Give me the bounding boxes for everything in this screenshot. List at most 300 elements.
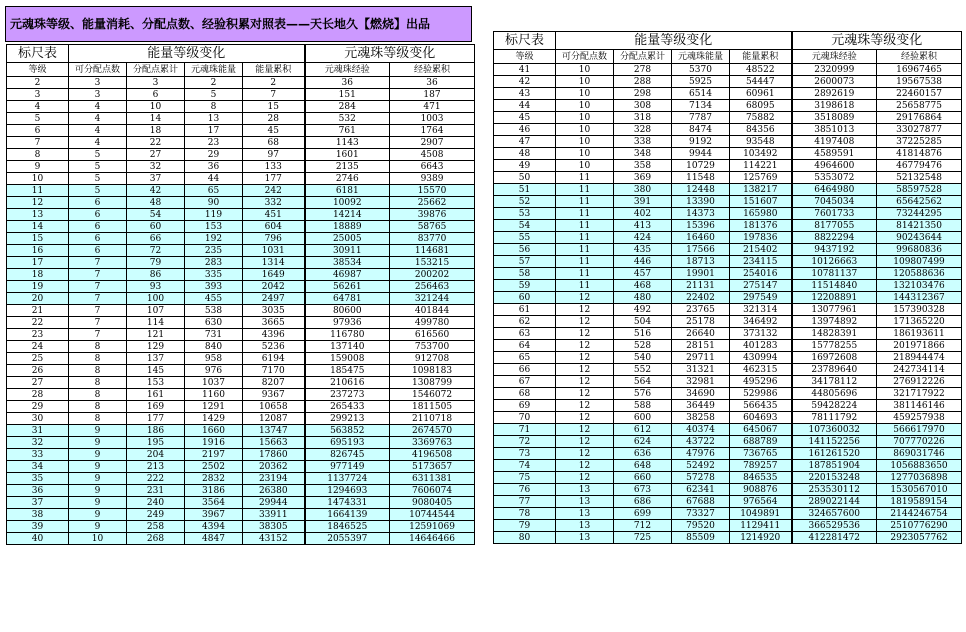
table-cell: 15778255 [792,340,877,352]
table-row [494,100,962,112]
table-row [7,353,475,365]
table-cell: 144312367 [877,292,962,304]
table-cell: 59428224 [792,400,877,412]
table-cell: 64781 [305,293,390,305]
table-cell: 298 [614,88,672,100]
table-cell: 109807499 [877,256,962,268]
table-cell: 12 [556,412,614,424]
table-cell: 12 [556,400,614,412]
table-cell: 761 [305,125,390,137]
table-cell: 78111792 [792,412,877,424]
table-cell: 141152256 [792,436,877,448]
table-cell: 70 [494,412,556,424]
table-cell: 10 [127,101,185,113]
table-row [494,76,962,88]
table-cell: 47976 [672,448,730,460]
table-row [7,149,475,161]
table-cell: 30 [7,413,69,425]
table-cell: 50 [494,172,556,184]
table-cell: 1314 [243,257,305,269]
table-cell: 61 [494,304,556,316]
table-cell: 58597528 [877,184,962,196]
table-cell: 22 [127,137,185,149]
table-cell: 103492 [730,148,792,160]
table-cell: 14373 [672,208,730,220]
table-cell: 32981 [672,376,730,388]
table-row [7,377,475,389]
table-cell: 43 [494,88,556,100]
table-cell: 97 [243,149,305,161]
table-row [494,328,962,340]
table-cell: 1811505 [390,401,475,413]
table-cell: 3 [127,77,185,89]
right-table [493,31,962,544]
table-cell: 65 [185,185,243,197]
table-cell: 222 [127,473,185,485]
table-cell: 151 [305,89,390,101]
col-exp-total: 经验累积 [877,50,962,64]
table-cell: 119 [185,209,243,221]
table-cell: 289022144 [792,496,877,508]
table-cell: 234115 [730,256,792,268]
table-cell: 2 [185,77,243,89]
table-cell: 2600073 [792,76,877,88]
table-cell: 231 [127,485,185,497]
table-cell: 11 [556,184,614,196]
table-cell: 62 [494,316,556,328]
table-cell: 2502 [185,461,243,473]
table-cell: 8 [69,389,127,401]
table-cell: 4 [69,125,127,137]
table-row [7,245,475,257]
table-cell: 9 [69,425,127,437]
table-row [494,400,962,412]
table-row [7,317,475,329]
table-cell: 1031 [243,245,305,257]
table-cell: 332 [243,197,305,209]
table-cell: 64 [494,340,556,352]
table-cell: 32 [127,161,185,173]
table-cell: 1143 [305,137,390,149]
table-row [7,461,475,473]
table-cell: 57278 [672,472,730,484]
table-cell: 6 [7,125,69,137]
table-cell: 11 [7,185,69,197]
table-cell: 977149 [305,461,390,473]
table-cell: 538 [185,305,243,317]
table-cell: 9 [69,509,127,521]
table-cell: 2 [243,77,305,89]
table-cell: 6464980 [792,184,877,196]
table-cell: 58765 [390,221,475,233]
table-cell: 79 [494,520,556,532]
table-cell: 1601 [305,149,390,161]
table-row [494,244,962,256]
table-cell: 93548 [730,136,792,148]
table-cell: 3851013 [792,124,877,136]
table-cell: 459257938 [877,412,962,424]
table-cell: 58 [494,268,556,280]
table-cell: 129 [127,341,185,353]
table-row [494,412,962,424]
table-cell: 23789640 [792,364,877,376]
ruler-header: 标尺表 [7,45,69,63]
table-cell: 5353072 [792,172,877,184]
table-row [494,304,962,316]
table-cell: 1649 [243,269,305,281]
table-cell: 753700 [390,341,475,353]
table-cell: 2510776290 [877,520,962,532]
table-cell: 186193611 [877,328,962,340]
table-cell: 9 [7,161,69,173]
table-cell: 54447 [730,76,792,88]
table-cell: 107 [127,305,185,317]
table-cell: 10126663 [792,256,877,268]
table-cell: 97936 [305,317,390,329]
table-cell: 346492 [730,316,792,328]
left-table [6,44,475,545]
table-cell: 65 [494,352,556,364]
table-cell: 99680836 [877,244,962,256]
table-cell: 1308799 [390,377,475,389]
table-cell: 169 [127,401,185,413]
table-row [7,305,475,317]
table-cell: 435 [614,244,672,256]
table-cell: 5236 [243,341,305,353]
table-cell: 38534 [305,257,390,269]
table-cell: 462315 [730,364,792,376]
table-cell: 63 [494,328,556,340]
table-cell: 725 [614,532,672,544]
table-cell: 28151 [672,340,730,352]
table-cell: 12 [556,460,614,472]
table-row [494,364,962,376]
table-row [494,496,962,508]
table-cell: 56261 [305,281,390,293]
table-cell: 5 [7,113,69,125]
table-row [7,269,475,281]
table-cell: 26640 [672,328,730,340]
table-cell: 201971866 [877,340,962,352]
table-cell: 1530567010 [877,484,962,496]
table-row [7,437,475,449]
table-cell: 6 [69,197,127,209]
table-cell: 348 [614,148,672,160]
table-row [494,184,962,196]
table-cell: 14214 [305,209,390,221]
table-cell: 492 [614,304,672,316]
table-cell: 73244295 [877,208,962,220]
table-cell: 391 [614,196,672,208]
table-cell: 612 [614,424,672,436]
table-cell: 79520 [672,520,730,532]
table-cell: 455 [185,293,243,305]
table-cell: 218944474 [877,352,962,364]
table-row [494,460,962,472]
table-cell: 157390328 [877,304,962,316]
table-cell: 4508 [390,149,475,161]
table-row [494,256,962,268]
table-cell: 265433 [305,401,390,413]
table-cell: 308 [614,100,672,112]
table-cell: 9944 [672,148,730,160]
table-cell: 4 [7,101,69,113]
table-cell: 10 [556,64,614,76]
table-cell: 8822294 [792,232,877,244]
table-cell: 76 [494,484,556,496]
table-cell: 75 [494,472,556,484]
table-cell: 29 [7,401,69,413]
table-cell: 177 [243,173,305,185]
table-cell: 240 [127,497,185,509]
table-cell: 120588636 [877,268,962,280]
col-points: 可分配点数 [556,50,614,64]
table-row [494,436,962,448]
table-cell: 7 [69,305,127,317]
table-cell: 36 [305,77,390,89]
table-cell: 4 [69,137,127,149]
table-title: 元魂珠等级、能量消耗、分配点数、经验积累对照表——天长地久【燃烧】出品 [5,6,472,42]
table-cell: 12 [556,316,614,328]
table-cell: 9389 [390,173,475,185]
table-row [7,197,475,209]
table-cell: 17 [7,257,69,269]
table-cell: 3 [69,77,127,89]
table-cell: 12 [556,376,614,388]
table-cell: 187 [390,89,475,101]
table-cell: 17 [185,125,243,137]
table-cell: 9192 [672,136,730,148]
table-cell: 71 [494,424,556,436]
table-cell: 9 [69,473,127,485]
table-cell: 12 [556,472,614,484]
table-cell: 14 [7,221,69,233]
table-cell: 468 [614,280,672,292]
table-cell: 11 [556,208,614,220]
table-cell: 12 [556,436,614,448]
table-cell: 12 [556,364,614,376]
table-cell: 10729 [672,160,730,172]
table-cell: 44805696 [792,388,877,400]
table-cell: 2832 [185,473,243,485]
table-cell: 8 [69,401,127,413]
table-cell: 6 [69,209,127,221]
table-row [7,389,475,401]
table-cell: 38305 [243,521,305,533]
table-cell: 4394 [185,521,243,533]
table-cell: 840 [185,341,243,353]
table-cell: 34 [7,461,69,473]
table-cell: 242734114 [877,364,962,376]
table-cell: 13 [556,496,614,508]
table-cell: 7 [69,257,127,269]
table-cell: 563852 [305,425,390,437]
table-cell: 235 [185,245,243,257]
table-cell: 457 [614,268,672,280]
table-cell: 49 [494,160,556,172]
table-cell: 645067 [730,424,792,436]
table-row [494,316,962,328]
table-cell: 1277036898 [877,472,962,484]
table-cell: 499780 [390,317,475,329]
table-cell: 153 [127,377,185,389]
table-cell: 48522 [730,64,792,76]
table-cell: 41814876 [877,148,962,160]
table-cell: 54 [127,209,185,221]
table-cell: 25005 [305,233,390,245]
table-cell: 125769 [730,172,792,184]
table-cell: 25662 [390,197,475,209]
table-cell: 1129411 [730,520,792,532]
table-cell: 137 [127,353,185,365]
col-level: 等级 [7,63,69,77]
table-cell: 5173657 [390,461,475,473]
table-cell: 153215 [390,257,475,269]
table-cell: 13 [556,508,614,520]
table-cell: 41 [494,64,556,76]
table-cell: 13 [556,532,614,544]
table-cell: 159008 [305,353,390,365]
table-cell: 16967465 [877,64,962,76]
table-cell: 4 [69,113,127,125]
table-cell: 177 [127,413,185,425]
table-cell: 20 [7,293,69,305]
table-row [494,220,962,232]
table-cell: 13 [185,113,243,125]
table-cell: 7045034 [792,196,877,208]
table-cell: 908876 [730,484,792,496]
col-exp-total: 经验累积 [390,63,475,77]
table-cell: 7 [243,89,305,101]
table-cell: 237273 [305,389,390,401]
table-cell: 2674570 [390,425,475,437]
table-cell: 23 [7,329,69,341]
table-row [7,233,475,245]
table-cell: 18713 [672,256,730,268]
table-cell: 48 [494,148,556,160]
table-cell: 26380 [243,485,305,497]
table-row [7,473,475,485]
table-cell: 4196508 [390,449,475,461]
table-cell: 12 [556,292,614,304]
table-cell: 12208891 [792,292,877,304]
table-cell: 3967 [185,509,243,521]
table-cell: 6181 [305,185,390,197]
table-row [494,232,962,244]
table-cell: 249 [127,509,185,521]
table-cell: 9 [69,485,127,497]
table-cell: 6 [127,89,185,101]
table-cell: 57 [494,256,556,268]
table-cell: 37 [7,497,69,509]
table-cell: 731 [185,329,243,341]
table-cell: 200202 [390,269,475,281]
table-cell: 5 [69,149,127,161]
table-cell: 451 [243,209,305,221]
col-points-total: 分配点累计 [127,63,185,77]
table-row [7,365,475,377]
table-cell: 3518089 [792,112,877,124]
table-cell: 13 [556,520,614,532]
table-cell: 215402 [730,244,792,256]
table-row [7,257,475,269]
table-cell: 40374 [672,424,730,436]
table-cell: 133 [243,161,305,173]
table-row [494,352,962,364]
table-cell: 132103476 [877,280,962,292]
table-cell: 22402 [672,292,730,304]
table-cell: 673 [614,484,672,496]
table-cell: 19901 [672,268,730,280]
table-cell: 321717922 [877,388,962,400]
table-cell: 100 [127,293,185,305]
table-cell: 204 [127,449,185,461]
table-cell: 366529536 [792,520,877,532]
table-cell: 116780 [305,329,390,341]
table-cell: 2197 [185,449,243,461]
table-cell: 14828391 [792,328,877,340]
table-cell: 9367 [243,389,305,401]
table-cell: 369 [614,172,672,184]
table-cell: 11 [556,268,614,280]
table-cell: 297549 [730,292,792,304]
table-cell: 13 [7,209,69,221]
col-points-total: 分配点累计 [614,50,672,64]
table-cell: 186 [127,425,185,437]
table-cell: 195 [127,437,185,449]
table-cell: 10 [556,100,614,112]
table-cell: 12 [556,304,614,316]
table-cell: 532 [305,113,390,125]
table-cell: 48 [127,197,185,209]
table-cell: 11 [556,256,614,268]
table-cell: 6311381 [390,473,475,485]
table-cell: 604693 [730,412,792,424]
table-cell: 10 [556,160,614,172]
table-cell: 9437192 [792,244,877,256]
table-cell: 1474331 [305,497,390,509]
table-cell: 8 [69,353,127,365]
table-cell: 1664139 [305,509,390,521]
table-cell: 2 [7,77,69,89]
table-cell: 80 [494,532,556,544]
table-cell: 11 [556,196,614,208]
table-cell: 600 [614,412,672,424]
table-cell: 65642562 [877,196,962,208]
table-cell: 60 [127,221,185,233]
table-row [7,329,475,341]
table-row [494,136,962,148]
table-cell: 18 [127,125,185,137]
table-cell: 11548 [672,172,730,184]
table-cell: 52 [494,196,556,208]
table-cell: 2497 [243,293,305,305]
table-cell: 552 [614,364,672,376]
table-cell: 6 [69,245,127,257]
table-cell: 7134 [672,100,730,112]
table-cell: 11 [556,172,614,184]
table-cell: 976564 [730,496,792,508]
table-cell: 29 [185,149,243,161]
orb-group-header: 元魂珠等级变化 [305,45,475,63]
table-cell: 38258 [672,412,730,424]
table-cell: 10 [556,112,614,124]
table-cell: 28 [7,389,69,401]
table-cell: 30911 [305,245,390,257]
table-cell: 686 [614,496,672,508]
table-cell: 10 [69,533,127,545]
table-cell: 576 [614,388,672,400]
